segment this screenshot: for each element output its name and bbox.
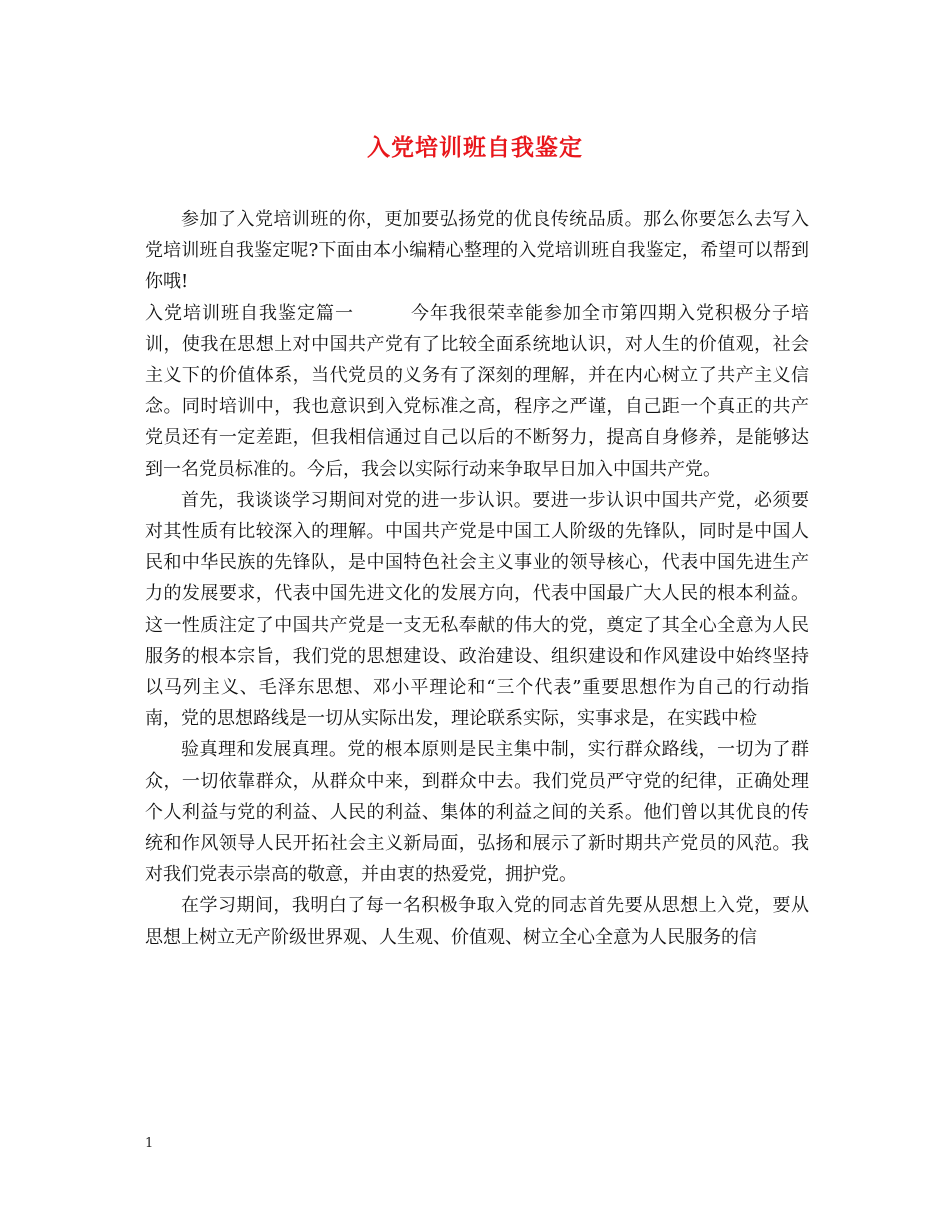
document-title: 入党培训班自我鉴定 bbox=[367, 134, 583, 161]
paragraph-study-period: 在学习期间，我明白了每一名积极争取入党的同志首先要从思想上入党，要从思想上树立无产阶级世界观、人生观、价值观、树立全心全意为人民服务的信 bbox=[145, 895, 809, 948]
paragraph-section-one: 入党培训班自我鉴定篇一 今年我很荣幸能参加全市第四期入党积极分子培训，使我在思想上对中国共产党有了比较全面系统地认识，对人生的价值观，社会主义下的价值体系，当代党员的义务有了深刻的理解，并在内心树立了共产主义信念。同时培训中，我也意识到入党标准之高，程序之严谨，自己距一个真正的共产党员还有一定差距，但我相信通过自己以后的不断努力，提高自身修养，是能够达到一名党员标准的。今后，我会以实际行动来争取早日加入中国共产党。 bbox=[145, 302, 809, 480]
paragraph-principles: 验真理和发展真理。党的根本原则是民主集中制，实行群众路线，一切为了群众，一切依靠群众，从群众中来，到群众中去。我们党员严守党的纪律，正确处理个人利益与党的利益、人民的利益、集体的利益之间的关系。他们曾以其优良的传统和作风领导人民开拓社会主义新局面，弘扬和展示了新时期共产党员的风范。我对我们党表示崇高的敬意，并由衷的热爱党，拥护党。 bbox=[145, 739, 809, 886]
document-body bbox=[145, 204, 809, 953]
paragraph-understanding: 首先，我谈谈学习期间对党的进一步认识。要进一步认识中国共产党，必须要对其性质有比较深入的理解。中国共产党是中国工人阶级的先锋队，同时是中国人民和中华民族的先锋队，是中国特色社会主义事业的领导核心，代表中国先进生产力的发展要求，代表中国先进文化的发展方向，代表中国最广大人民的根本利益。这一性质注定了中国共产党是一支无私奉献的伟大的党，奠定了其全心全意为人民服务的根本宗旨，我们党的思想建设、政治建设、组织建设和作风建设中始终坚持以马列主义、毛泽东思想、邓小平理论和“三个代表”重要思想作为自己的行动指南，党的思想路线是一切从实际出发，理论联系实际，实事求是，在实践中检 bbox=[145, 489, 809, 730]
page-number: 1 bbox=[145, 1136, 154, 1151]
paragraph-intro: 参加了入党培训班的你，更加要弘扬党的优良传统品质。那么你要怎么去写入党培训班自我鉴定呢?下面由本小编精心整理的入党培训班自我鉴定，希望可以帮到你哦! bbox=[145, 209, 809, 293]
